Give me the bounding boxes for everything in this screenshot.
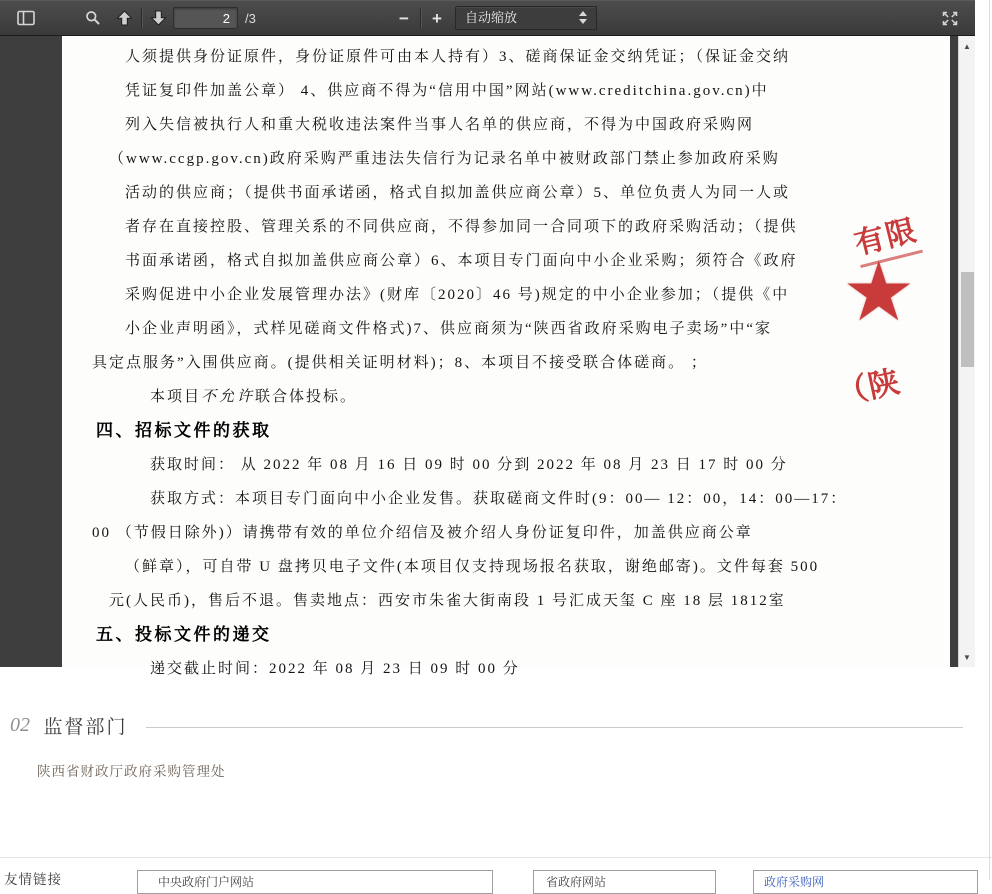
footer-link-select-3[interactable]: 政府采购网: [753, 870, 978, 894]
doc-line: 小企业声明函》，式样见磋商文件格式)7、供应商须为“陕西省政府采购电子卖场”中“家: [125, 321, 772, 337]
footer-link-select-2[interactable]: 省政府网站: [533, 870, 716, 894]
zoom-level-select[interactable]: [455, 6, 597, 30]
scrollbar-thumb[interactable]: [961, 272, 974, 367]
doc-line: 人须提供身份证原件，身份证原件可由本人持有）3、磋商保证金交纳凭证；（保证金交纳: [125, 49, 791, 65]
toolbar-separator: [420, 8, 421, 28]
sidebar-toggle-button[interactable]: [12, 5, 40, 31]
bottom-divider: [0, 857, 992, 858]
pdf-scrollbar[interactable]: [958, 36, 975, 667]
section-02-header: [10, 712, 127, 738]
footer-links-label: 友情链接: [4, 872, 62, 887]
arrow-down-icon: [150, 10, 167, 26]
arrow-up-icon: [116, 10, 133, 26]
doc-line: 列入失信被执行人和重大税收违法案件当事人名单的供应商，不得为中国政府采购网: [125, 117, 755, 133]
search-icon: [85, 10, 101, 26]
zoom-level-value: 自动缩放: [465, 10, 518, 25]
zoom-out-button[interactable]: [390, 5, 418, 31]
page-number-input[interactable]: [173, 7, 238, 29]
doc-line: 具定点服务”入围供应商。(提供相关证明材料)；8、本项目不接受联合体磋商。 ；: [92, 355, 708, 371]
doc-heading-5: 五、投标文件的递交: [96, 625, 272, 644]
doc-line: 活动的供应商；（提供书面承诺函，格式自拟加盖供应商公章）5、单位负责人为同一人或: [125, 185, 791, 201]
doc-line: 00 （节假日除外)）请携带有效的单位介绍信及被介绍人身份证复印件，加盖供应商公章: [92, 525, 753, 541]
doc-line: （鲜章），可自带 U 盘拷贝电子文件(本项目仅支持现场报名获取，谢绝邮寄)。文件每套 500: [125, 559, 820, 575]
doc-line: [62, 380, 950, 414]
doc-line: 书面承诺函，格式自拟加盖供应商公章）6、本项目专门面向中小企业采购；须符合《政府: [125, 253, 798, 269]
doc-heading-4: 四、招标文件的获取: [96, 421, 272, 440]
doc-line: 获取时间： 从 2022 年 08 月 16 日 09 时 00 分到 2022 年 08 月 23 日 17 时 00 分: [150, 457, 788, 473]
scroll-up-icon[interactable]: ▲: [963, 42, 971, 51]
seal-text-bottom: （陕: [833, 363, 904, 412]
sidebar-toggle-icon: [17, 10, 35, 26]
page-total-label: /3: [245, 11, 256, 26]
seal-text-top: 有限: [849, 205, 923, 268]
doc-text: 本项目: [150, 389, 202, 405]
section-number: 02: [10, 714, 30, 736]
doc-line: 元(人民币)，售后不退。售卖地点：西安市朱雀大街南段 1 号汇成天玺 C 座 18 层 1812室: [109, 593, 786, 609]
plus-icon: +: [432, 8, 442, 28]
page-edge-line: [989, 0, 990, 880]
zoom-in-button[interactable]: [423, 5, 451, 31]
fullscreen-button[interactable]: [936, 5, 964, 31]
doc-line: 获取方式：本项目专门面向中小企业发售。获取磋商文件时(9：00— 12：00，14：00—17：: [150, 491, 848, 507]
doc-line: 者存在直接控股、管理关系的不同供应商，不得参加同一合同项下的政府采购活动；（提供: [125, 219, 798, 235]
minus-icon: −: [399, 8, 409, 28]
pdf-toolbar: [0, 0, 975, 36]
doc-text: 联合体投标。: [255, 389, 358, 405]
doc-line: 采购促进中小企业发展管理办法》(财库〔2020〕46 号)规定的中小企业参加；（提供《中: [125, 287, 790, 303]
doc-line: 凭证复印件加盖公章） 4、供应商不得为“信用中国”网站(www.creditchina.gov.cn)中: [125, 83, 769, 99]
section-divider-line: [146, 727, 963, 728]
page-up-button[interactable]: [110, 5, 138, 31]
emphasis-text: 不允许: [201, 389, 256, 405]
toolbar-separator: [141, 8, 142, 28]
page-down-button[interactable]: [144, 5, 172, 31]
select-arrows-icon: [579, 11, 587, 24]
doc-line: （www.ccgp.gov.cn)政府采购严重违法失信行为记录名单中被财政部门禁止参加政府采购: [109, 151, 780, 167]
search-button[interactable]: [79, 5, 107, 31]
footer-link-select-1[interactable]: 中央政府门户网站: [137, 870, 493, 894]
supervision-department-text: 陕西省财政厅政府采购管理处: [37, 764, 226, 779]
expand-arrows-icon: [941, 10, 959, 27]
document-page: [62, 36, 950, 677]
section-title: 监督部门: [43, 717, 128, 738]
doc-line-clipped: 递交截止时间：2022 年 08 月 23 日 09 时 00 分: [150, 661, 520, 677]
star-icon: ★: [842, 247, 916, 338]
scroll-down-icon[interactable]: ▼: [963, 653, 971, 662]
